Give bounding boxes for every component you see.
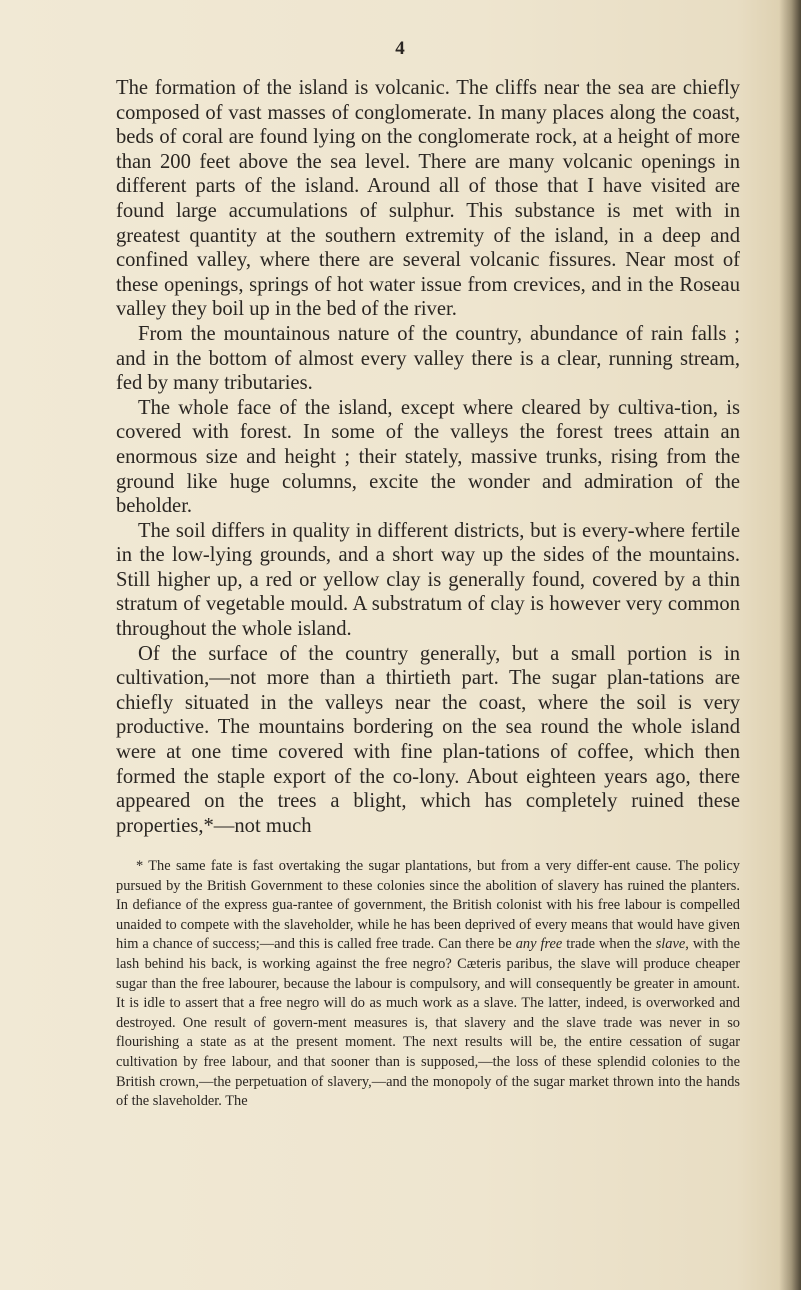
footnote-italic-any-free: any free [515, 936, 563, 953]
page-number: 4 [395, 38, 406, 59]
main-text [116, 76, 740, 838]
paragraph-soil: The soil differs in quality in different districts, but is every-where fertile in the low-lying grounds, and a short way up the sides of the mountains. Still higher up, a red or yellow clay is generally found, covered by a thin stratum of vegetable mould. A substratum of clay is however very common throughout the whole island. [116, 519, 740, 641]
footnote-paragraph [116, 857, 740, 1112]
paragraph-cultivation: Of the surface of the country generally, but a small portion is in cultivation,—not more than a thirtieth part. The sugar plan-tations are chiefly situated in the valleys near the coast, where the soil is very productive. The mountains bordering on the sea round the whole island were at one time covered with fine plan-tations of coffee, which then formed the staple export of the co-lony. About eighteen years ago, there appeared on the trees a blight, which has completely ruined these properties,*—not much [116, 642, 740, 837]
footnote-text-3: , with the lash behind his back, is working against the free negro? Cæteris paribus, the slave will produce cheaper sugar than the free labourer, because the labour is compulsory, and will consequently be greater in amount. It is idle to assert that a free negro will do as much work as a slave. The latter, indeed, is overworked and destroyed. One result of govern-ment measures is, that slavery and the slave trade was never in so flourishing a state as at the present moment. The next results will be, the entire cessation of sugar cultivation by free labour, and that sooner than is supposed,—the loss of these splendid colonies to the British crown,—the perpetuation of slavery,—and the monopoly of the sugar market thrown into the hands of the slaveholder. The [116, 936, 740, 1110]
footnote-text-1: The same fate is fast overtaking the sugar plantations, but from a very differ-ent cause. The policy pursued by the British Government to these colonies since the abolition of slavery has ruined the planters. In defiance of the express gua-rantee of government, the British colonist with his free labour is compelled unaided to compete with the slaveholder, while he has been deprived of every means that would have given him a chance of success;—and this is called free trade. Can there be [116, 858, 740, 953]
footnote [116, 857, 740, 1112]
paragraph-forest: The whole face of the island, except where cleared by cultiva-tion, is covered with forest. In some of the valleys the forest trees attain an enormous size and height ; their stately, massive trunks, rising from the ground like huge columns, excite the wonder and admiration of the beholder. [116, 396, 740, 518]
paragraph-rainfall: From the mountainous nature of the country, abundance of rain falls ; and in the bottom of almost every valley there is a clear, running stream, fed by many tributaries. [116, 322, 740, 395]
footnote-text-2: trade when the [562, 936, 656, 953]
footnote-italic-slave: slave [655, 936, 686, 953]
page-edge-shadow [779, 0, 801, 1290]
footnote-marker: * [136, 858, 144, 874]
paragraph-geology: The formation of the island is volcanic. The cliffs near the sea are chiefly composed of vast masses of conglomerate. In many places along the coast, beds of coral are found lying on the conglomerate rock, at a height of more than 200 feet above the sea level. There are many volcanic openings in different parts of the island. Around all of those that I have visited are found large accumulations of sulphur. This substance is met with in greatest quantity at the southern extremity of the island, in a deep and confined valley, where there are several volcanic fissures. Near most of these openings, springs of hot water issue from crevices, and in the Roseau valley they boil up in the bed of the river. [116, 77, 740, 321]
